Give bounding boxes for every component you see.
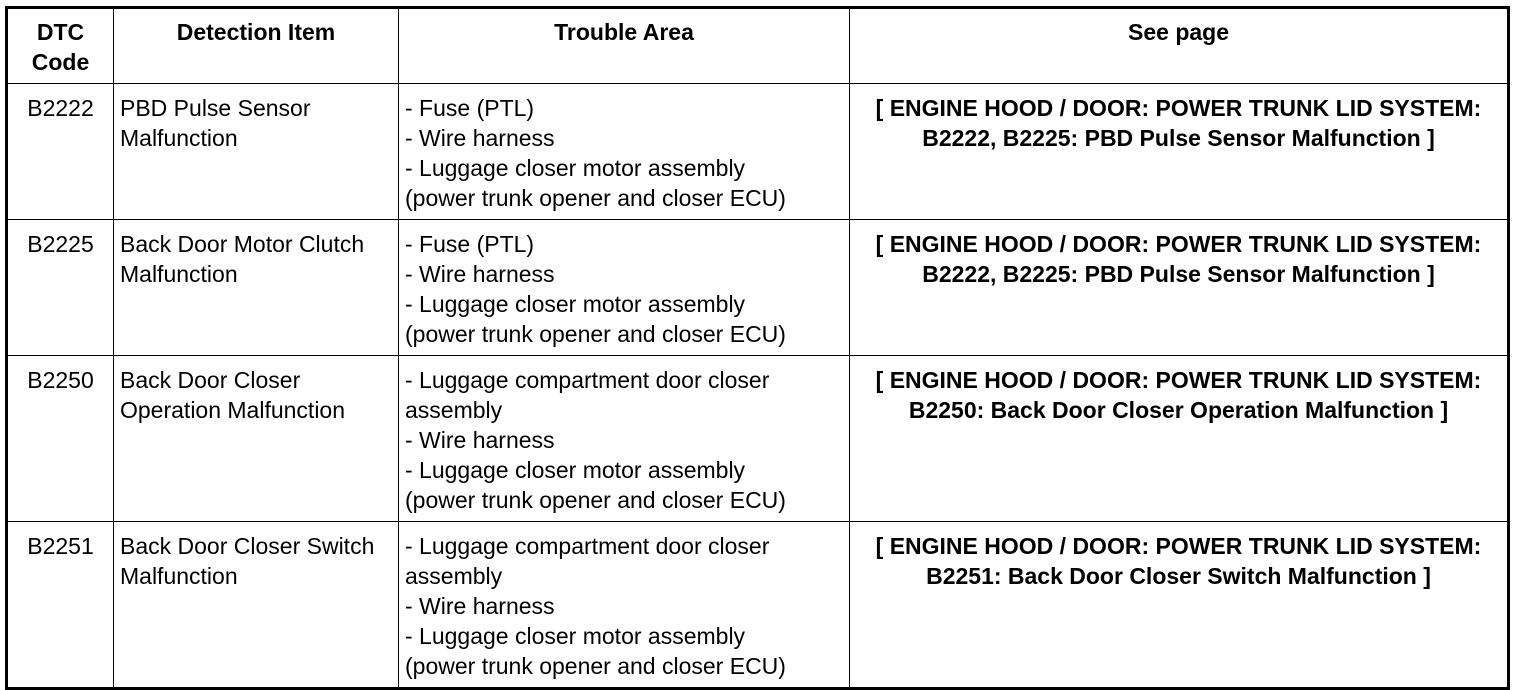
- trouble-area-line: - Luggage compartment door closer: [405, 533, 770, 559]
- trouble-area-line: - Fuse (PTL): [405, 231, 535, 257]
- header-dtc-code-line2: Code: [31, 49, 90, 75]
- trouble-area-line: (power trunk opener and closer ECU): [405, 185, 786, 211]
- see-page-link[interactable]: [ ENGINE HOOD / DOOR: POWER TRUNK LID SYSTEM: B2222, B2225: PBD Pulse Sensor Malfunction ]: [850, 84, 1509, 220]
- trouble-area-line: - Wire harness: [405, 125, 555, 151]
- trouble-area-line: - Luggage closer motor assembly: [405, 623, 746, 649]
- trouble-area-line: assembly: [405, 397, 503, 423]
- detection-item-cell: Back Door Closer Switch Malfunction: [114, 522, 399, 689]
- header-row: [7, 8, 1509, 84]
- detection-item-cell: Back Door Closer Operation Malfunction: [114, 356, 399, 522]
- header-trouble-area: Trouble Area: [399, 8, 850, 84]
- trouble-area-line: (power trunk opener and closer ECU): [405, 321, 786, 347]
- table-body: [7, 84, 1509, 689]
- trouble-area-line: - Wire harness: [405, 261, 555, 287]
- trouble-area-line: - Fuse (PTL): [405, 95, 535, 121]
- trouble-area-line: (power trunk opener and closer ECU): [405, 487, 786, 513]
- table-row: [7, 220, 1509, 356]
- trouble-area-cell: [399, 84, 850, 220]
- trouble-area-cell: [399, 220, 850, 356]
- trouble-area-line: assembly: [405, 563, 503, 589]
- trouble-area-line: - Luggage closer motor assembly: [405, 457, 746, 483]
- detection-item-cell: Back Door Motor Clutch Malfunction: [114, 220, 399, 356]
- header-detection-item: Detection Item: [114, 8, 399, 84]
- trouble-area-cell: [399, 356, 850, 522]
- table-row: [7, 356, 1509, 522]
- dtc-code-cell: B2222: [7, 84, 114, 220]
- table-header: [7, 8, 1509, 84]
- see-page-link[interactable]: [ ENGINE HOOD / DOOR: POWER TRUNK LID SYSTEM: B2250: Back Door Closer Operation Malfunction ]: [850, 356, 1509, 522]
- dtc-code-cell: B2250: [7, 356, 114, 522]
- trouble-area-line: - Wire harness: [405, 593, 555, 619]
- dtc-code-cell: B2251: [7, 522, 114, 689]
- trouble-area-line: - Luggage closer motor assembly: [405, 155, 746, 181]
- trouble-area-cell: [399, 522, 850, 689]
- table-row: [7, 522, 1509, 689]
- dtc-table: [5, 6, 1510, 690]
- trouble-area-line: (power trunk opener and closer ECU): [405, 653, 786, 679]
- dtc-code-cell: B2225: [7, 220, 114, 356]
- header-dtc-code-line1: DTC: [36, 19, 85, 45]
- header-see-page: See page: [850, 8, 1509, 84]
- see-page-link[interactable]: [ ENGINE HOOD / DOOR: POWER TRUNK LID SYSTEM: B2222, B2225: PBD Pulse Sensor Malfunction ]: [850, 220, 1509, 356]
- trouble-area-line: - Luggage compartment door closer: [405, 367, 770, 393]
- table-row: [7, 84, 1509, 220]
- trouble-area-line: - Luggage closer motor assembly: [405, 291, 746, 317]
- detection-item-cell: PBD Pulse Sensor Malfunction: [114, 84, 399, 220]
- see-page-link[interactable]: [ ENGINE HOOD / DOOR: POWER TRUNK LID SYSTEM: B2251: Back Door Closer Switch Malfunction ]: [850, 522, 1509, 689]
- header-dtc-code: [7, 8, 114, 84]
- trouble-area-line: - Wire harness: [405, 427, 555, 453]
